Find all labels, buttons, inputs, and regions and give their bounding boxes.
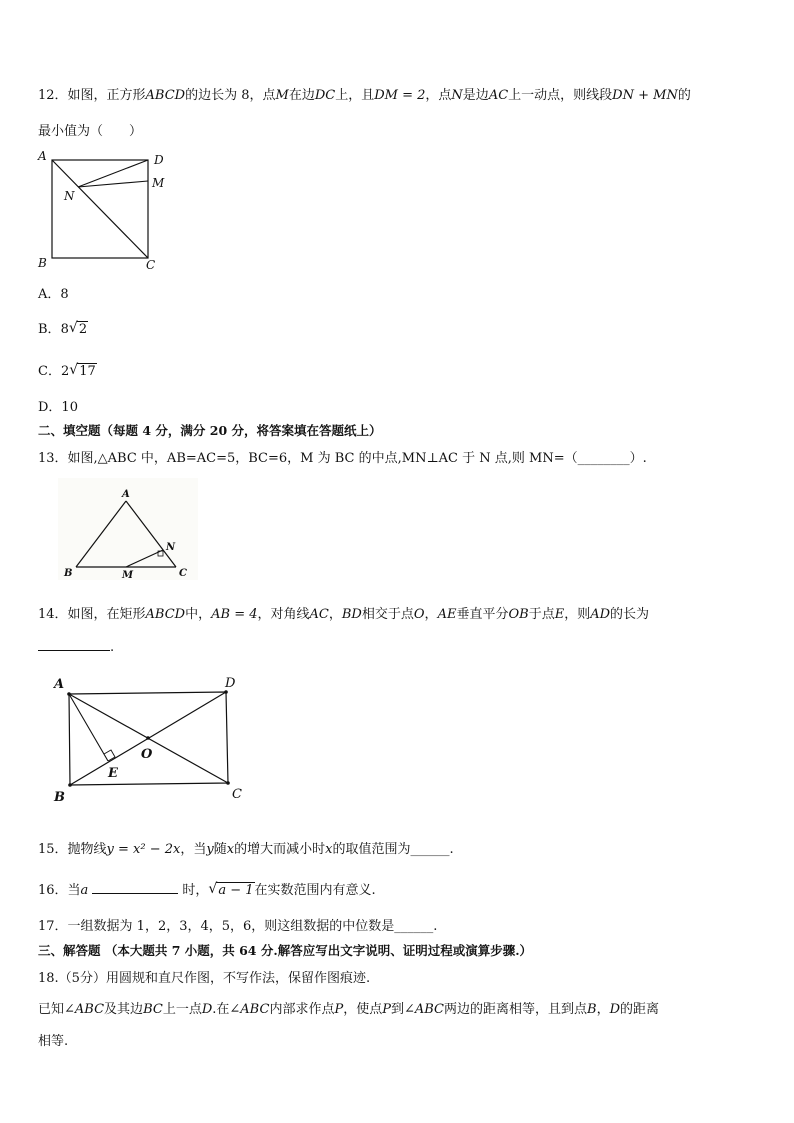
q14-var-abcd: ABCD (145, 607, 186, 622)
q12-text: 是边 (462, 88, 489, 103)
option-b-label: B． (38, 322, 61, 337)
q12-var-dc: DC (314, 88, 336, 103)
q15-var-y: y (206, 842, 214, 857)
label-m: M (152, 176, 165, 190)
q14-text: 的长为 (610, 607, 650, 622)
segment-dn (78, 160, 148, 187)
q12-line2: 最小值为（ ） (38, 124, 143, 139)
q18-line1: 18.（5分）用圆规和直尺作图，不写作法，保留作图痕迹. (38, 971, 371, 986)
q12-var-ac: AC (488, 88, 509, 103)
q12-text: 的 (677, 88, 691, 103)
q13-text: 13．如图,△ABC 中，AB=AC=5，BC=6，M 为 BC 的中点,MN⊥AC 于 N 点,则 MN=（________）. (38, 451, 647, 466)
q18-text-part: ，使点 (343, 1002, 383, 1017)
q14-var-ob: OB (508, 607, 529, 622)
q14-eq-ab: AB = 4 (211, 607, 258, 622)
label-n: N (166, 542, 176, 553)
q14-text: 相交于点 (361, 607, 414, 622)
q14-text: 中， (185, 607, 212, 622)
q12-option-b (38, 318, 88, 337)
label-b: B (64, 568, 73, 579)
q18-text-part: 的距离 (620, 1002, 660, 1017)
q18-text-part: 已知 (38, 1002, 65, 1017)
q12-text: ，点 (425, 88, 452, 103)
option-b-coef: 8 (60, 322, 69, 337)
label-a: A (122, 489, 130, 500)
q15-text-part: 随 (213, 842, 227, 857)
q14-text: ，对角线 (257, 607, 310, 622)
answer-blank (38, 638, 110, 651)
option-c-label: C． (38, 364, 61, 379)
q14-var-ad: AD (590, 607, 611, 622)
q12-eq-sum: DN + MN (612, 88, 678, 103)
q12-text: 上，且 (335, 88, 375, 103)
label-c: C (179, 568, 187, 579)
answer-blank (92, 881, 178, 894)
section-2-heading: 二、填空题（每题 4 分，满分 20 分，将答案填在答题纸上） (38, 423, 382, 438)
q14-var-ac: AC (309, 607, 329, 622)
q15-var-x: x (226, 842, 235, 857)
q12-eq-dm: DM = 2 (374, 88, 426, 103)
q18-var-bc: BC (143, 1002, 163, 1017)
q15-var-x: x (325, 842, 333, 857)
q14-text: 于点 (528, 607, 555, 622)
q14-text: ， (424, 607, 438, 622)
q16-var-a: a (80, 883, 89, 898)
q18-angle-abc: ∠ABC (64, 1002, 105, 1017)
q12-option-c (38, 360, 97, 379)
q12-var-m: M (275, 88, 289, 103)
label-b: B (54, 790, 65, 805)
point-a (67, 692, 71, 696)
section-3-heading: 三、解答题 （本大题共 7 小题，共 64 分.解答应写出文字说明、证明过程或演算步骤.） (38, 943, 533, 958)
q12-square-figure (36, 150, 166, 275)
q18-text-part: 内部求作点 (269, 1002, 335, 1017)
q15-text (38, 838, 454, 857)
segment-ae (69, 694, 108, 761)
q12-text: 在边 (288, 88, 315, 103)
q18-text-part: .在 (212, 1002, 230, 1017)
q16-text-part: 16．当 (38, 883, 81, 898)
label-o: O (141, 747, 153, 762)
q18-var-d: D (201, 1002, 213, 1017)
label-b: B (38, 256, 47, 270)
q18-var-b: B (587, 1002, 597, 1017)
q14-text: 14．如图，在矩形 (38, 607, 146, 622)
label-a: A (54, 677, 65, 692)
q15-text-part: 的增大而减小时 (234, 842, 326, 857)
q14-var-e: E (554, 607, 565, 622)
q12-var-n: N (451, 88, 463, 103)
option-c-coef: 2 (60, 364, 70, 379)
q15-text-part: ，当 (180, 842, 207, 857)
point-o (146, 736, 150, 740)
sqrt-symbol: √ a − 1 (208, 881, 254, 898)
point-b (68, 783, 72, 787)
q14-text: . (110, 640, 115, 655)
q14-var-ae: AE (437, 607, 457, 622)
q12-text: 12．如图，正方形 (38, 88, 146, 103)
segment-mn (78, 181, 148, 187)
q16-text (38, 879, 376, 898)
q14-text: 垂直平分 (456, 607, 509, 622)
q17-text: 17．一组数据为 1，2，3，4，5，6，则这组数据的中位数是______. (38, 919, 438, 934)
q18-text-part: 两边的距离相等，且到点 (444, 1002, 588, 1017)
label-n: N (64, 189, 75, 203)
label-m: M (122, 570, 134, 581)
q18-text-part: 上一点 (162, 1002, 202, 1017)
q14-line2 (38, 638, 114, 655)
q16-radicand: a − 1 (218, 883, 254, 898)
label-c: C (146, 258, 156, 272)
q18-var-p: P (334, 1002, 344, 1017)
label-d: D (225, 676, 236, 691)
q14-line1 (38, 603, 649, 622)
q12-text: 上一动点，则线段 (508, 88, 613, 103)
q12-line1 (38, 84, 691, 103)
q18-line3: 相等. (38, 1034, 69, 1049)
q16-text-part: 时， (182, 883, 209, 898)
q12-var-abcd: ABCD (145, 88, 186, 103)
q14-text: ，则 (564, 607, 591, 622)
q18-line2 (38, 998, 659, 1017)
label-d: D (154, 153, 164, 167)
q16-text-part: 在实数范围内有意义. (254, 883, 376, 898)
q12-option-d: D．10 (38, 400, 78, 415)
q18-text-part: ， (596, 1002, 610, 1017)
q15-text-part: 15．抛物线 (38, 842, 107, 857)
label-a: A (38, 149, 47, 163)
q18-var-p: P (382, 1002, 391, 1017)
q15-text-part: 的取值范围为______. (332, 842, 454, 857)
q14-rectangle-figure (48, 672, 258, 807)
q14-var-o: O (413, 607, 425, 622)
sqrt-symbol: √ 2 (68, 320, 88, 337)
sqrt-symbol: √ 17 (69, 362, 96, 379)
q18-var-d: D (609, 1002, 621, 1017)
q14-var-bd: BD (341, 607, 362, 622)
label-c: C (232, 787, 242, 802)
q18-text-part: 及其边 (104, 1002, 144, 1017)
diagonal-ac (52, 160, 148, 258)
q18-angle-abc: ∠ABC (229, 1002, 270, 1017)
q14-text: ， (328, 607, 342, 622)
q18-angle-abc: ∠ABC (403, 1002, 445, 1017)
q12-text: 的边长为 8，点 (185, 88, 276, 103)
q15-equation: y = x² − 2x (106, 842, 181, 857)
q12-option-a: A．8 (38, 287, 69, 302)
option-b-radicand: 2 (78, 322, 88, 337)
q13-triangle-figure (58, 478, 198, 580)
option-c-radicand: 17 (79, 364, 96, 379)
q18-text-part: 到 (390, 1002, 404, 1017)
label-e: E (108, 766, 118, 781)
point-c (226, 781, 230, 785)
